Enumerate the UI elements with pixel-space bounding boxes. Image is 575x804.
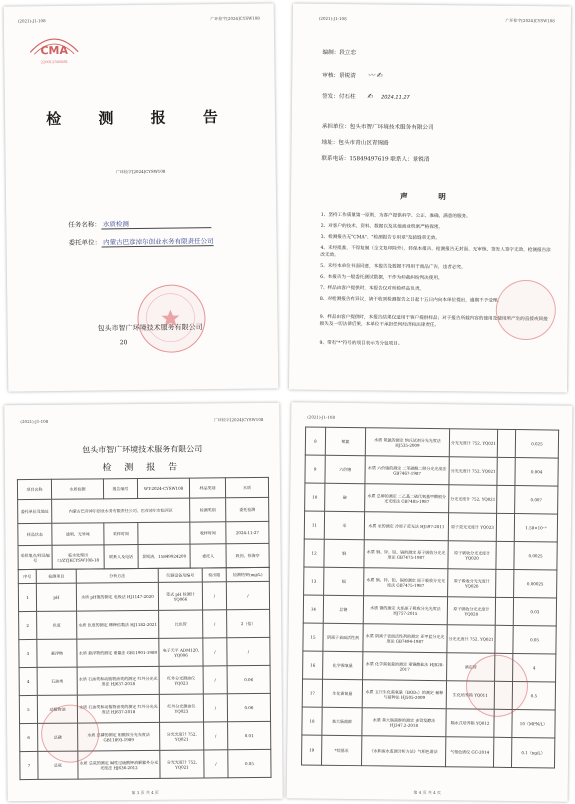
decl-doc-number: (2021)-J1-108	[318, 15, 347, 22]
row-instrument: 分光光度计 752, YQ021	[449, 485, 497, 514]
info-cell: 临水处理出口/ZYJKCYSW108-18	[52, 545, 104, 569]
address-value: 包头市青山区青锦路	[338, 140, 389, 147]
p4-page-footer: 第 4 页 共 4 页	[413, 789, 441, 796]
results-table-2	[301, 426, 559, 768]
report-cover-page	[4, 3, 279, 391]
table-row	[19, 609, 270, 639]
row-instrument: 电子天平 ADM120, YQ006	[159, 638, 203, 666]
row-item: 化学需氧量	[323, 651, 363, 679]
info-cell: 采样时间	[104, 523, 138, 545]
p3-org-name: 包头市智广环境技术服务有限公司	[82, 444, 203, 455]
row-method: 水质 石油类和动植物油类的测定 红外分光光度法 HJ637-2018	[77, 666, 159, 695]
row-item: 六价铬	[325, 455, 365, 483]
row-limit	[496, 541, 514, 569]
row-item: *烷基汞	[321, 735, 361, 765]
decl-cert-number: 广环检字[2024]CYSW108	[505, 17, 555, 24]
phone-row: 联系电话：15849497619 联系人：景锐清	[321, 155, 430, 163]
p3-page-footer: 第 3 页 共 4 页	[131, 789, 159, 796]
table-row	[304, 567, 557, 598]
row-limit: /	[203, 666, 227, 694]
row-method: 水质 粪大肠菌群的测定 多管发酵法 HJ347.2-2018	[362, 708, 446, 737]
table-row	[305, 483, 558, 514]
row-limit	[495, 625, 513, 653]
row-method: 水质 色度的测定 稀释倍数法 HJ1182-2021	[77, 610, 159, 639]
row-result: 0.1（ng/L）	[511, 738, 554, 769]
row-item: 石油类	[37, 667, 77, 695]
row-method: 水质 汞的测定 冷原子荧光法 HJ597-2011	[364, 512, 448, 541]
header-cell: 检测结果(mg/L)	[226, 567, 269, 581]
row-no: 3	[19, 639, 37, 667]
declaration-item: 9、样品由客户提供时，本报告结果仅适用于客户提供样品；对于报告所载内容的使用及使用所产生的直接或间接损失及一切法律后果，本单位不承担任何经济和法律责任。	[319, 314, 548, 329]
row-instrument: 分光光度计 752, YQ021	[160, 722, 204, 750]
row-method: 水质 总氮的测定 碱性过硫酸钾消解紫外分光光度法 HJ636-2012	[78, 750, 160, 779]
row-no: 15	[303, 623, 323, 651]
cover-date: 20	[119, 339, 128, 347]
cover-lab-name: 包头市智广环境技术服务有限公司	[97, 323, 203, 333]
declaration-title: 声 明	[400, 191, 460, 202]
info-cell: WT-2024-CYSW108	[137, 478, 189, 498]
row-instrument: 分光光度计 752, YQ021	[160, 750, 204, 778]
row-limit	[496, 513, 514, 541]
cover-cert-number: 广环检字[2024]CYSW108	[210, 15, 260, 22]
row-item: 总磷	[38, 723, 78, 751]
row-limit	[497, 485, 515, 513]
row-limit: /	[204, 722, 228, 750]
table-row	[18, 497, 269, 523]
cover-title: 检 测 报 告	[46, 107, 234, 129]
row-item: 悬浮物	[37, 639, 77, 667]
row-item: 粪大肠菌群	[322, 707, 362, 735]
row-instrument: 比色管	[159, 610, 203, 638]
row-limit	[497, 457, 515, 485]
row-instrument: 生化培养箱 YQ011	[446, 681, 494, 710]
info-cell: 水质	[225, 477, 268, 497]
row-item: pH	[36, 583, 76, 611]
row-instrument: 笔式 pH 检测计 YQ066	[158, 582, 202, 610]
row-result: 0.05	[228, 749, 271, 777]
row-no: 8	[305, 427, 325, 455]
cma-seal	[26, 30, 82, 69]
info-cell: 检测类别	[190, 498, 226, 522]
table-row	[305, 455, 558, 486]
row-instrument: 气相色谱仪 GC-2014	[445, 737, 493, 768]
row-result: 0.06	[227, 693, 270, 721]
row-item: 动植物油	[37, 695, 77, 723]
address-row	[322, 138, 389, 147]
row-method: 水质 悬浮物的测定 重量法 GB11901-1989	[77, 638, 159, 667]
row-result: 0.06	[227, 665, 270, 693]
row-limit: /	[204, 750, 228, 778]
reviewer-signature: 〰︎ ✍	[367, 71, 383, 80]
reviewer-row	[322, 70, 383, 81]
row-no: 16	[303, 651, 323, 679]
row-method: 水质 阴离子表面活性剂的测定 亚甲蓝分光光度法 GB7494-1987	[363, 624, 447, 653]
declaration-item: 2、对客户的技术、资料、数据以及其他商业机密严格保密。	[320, 223, 444, 231]
info-cell: 报告编号	[103, 479, 137, 499]
row-no: 7	[20, 751, 38, 779]
row-result: 0.5	[512, 682, 555, 711]
declaration-item: 4、未经批准，不得复制（全文复印除外），转保本报告，检测报告无封面、无审核、签发人签字无效，检测报告涂改无效。	[320, 245, 551, 259]
info-cell: 收样时间	[190, 522, 226, 544]
row-instrument: 原子吸收分光光度计 YQ020	[448, 569, 496, 598]
info-cell: 联系人及电话	[104, 545, 138, 569]
row-result: 0.025	[515, 430, 558, 459]
row-instrument: 分光光度计 752, YQ021	[449, 429, 497, 458]
row-limit	[495, 597, 513, 625]
approver-label: 签发：	[322, 93, 339, 101]
row-result: 0.01	[228, 721, 271, 749]
row-method: 水质 铜、锌、铅、镉的测定 原子吸收分光光度法 GB7475-1987	[364, 568, 448, 597]
row-item: 总铬	[323, 595, 363, 623]
row-no: 12	[304, 539, 324, 567]
declaration-item: 9、带有"*"符号的项目表示为分包项目。	[319, 340, 403, 347]
row-method: 水质 石油类和动植物油类的测定 红外分光光度法 HJ637-2018	[77, 694, 159, 723]
row-instrument: 红外分光测油仪 YQ023	[159, 694, 203, 722]
cma-seal-text: CMA	[40, 43, 69, 58]
row-item: 汞	[324, 511, 364, 539]
undertaker-value: 包头市智广环境技术服务有限公司	[349, 124, 434, 132]
header-cell: 序号	[18, 569, 36, 583]
info-cell: 委托单位及地址	[18, 499, 52, 523]
row-item: 氨氮	[325, 427, 365, 455]
info-cell: 内蒙古巴彦淖尔创业水务有限责任公司，巴彦淖尔市临河区	[52, 498, 190, 523]
row-item: 砷	[325, 483, 365, 511]
cover-doc-number: (2021)-J1-108	[17, 18, 46, 24]
approver-row	[322, 92, 410, 101]
p3-doc-number: (2021)-J1-108	[20, 418, 49, 425]
row-result: 4	[513, 654, 556, 683]
row-instrument: 原子吸收分光光度计 YQ020	[448, 541, 496, 570]
row-no: 1	[18, 583, 36, 611]
reviewer-label: 审核：	[322, 72, 340, 80]
table-row	[304, 511, 557, 542]
row-no: 17	[302, 679, 322, 707]
row-item: 总氮	[38, 751, 78, 779]
row-limit	[493, 737, 511, 767]
task-name-value: 水质检测	[101, 218, 211, 229]
row-instrument: 原子吸收分光光度计 YQ020	[447, 597, 495, 626]
p3-cert-number: 广环检字[2024]CYSW108	[213, 416, 264, 423]
info-cell: 委托人	[190, 544, 226, 568]
task-name-row	[68, 218, 211, 230]
declaration-item: 6、本报告为一般委托测试数据，不作为仲裁纠纷判决使用。	[320, 274, 443, 282]
row-no: 5	[19, 695, 37, 723]
results-page-1	[4, 403, 282, 801]
info-cell: 项目名称	[17, 479, 51, 499]
row-result: 2（倍）	[227, 609, 270, 637]
header-cell: 分析方法	[76, 568, 158, 583]
row-method: 水质 氨氮的测定 纳氏试剂分光光度法 HJ535-2009	[365, 428, 449, 457]
p3-title: 检 测 报 告	[102, 462, 183, 474]
table-row	[303, 623, 556, 654]
row-no: 9	[305, 455, 325, 483]
row-result: 0.004	[515, 458, 558, 487]
row-item: 阴离子表面活性剂	[323, 623, 363, 651]
row-instrument: 隔水式培养箱 YQ012	[446, 709, 494, 738]
declaration-item: 8、对检测报告有异议，请于收到检测报告之日起十五日内向本单位提出，逾期不予受理。	[319, 296, 503, 304]
row-method: 水质 化学需氧量的测定 重铬酸盐法 HJ828-2017	[363, 652, 447, 681]
row-no: 13	[304, 567, 324, 595]
row-limit	[496, 569, 514, 597]
table-row	[18, 543, 269, 569]
row-no: 6	[20, 723, 38, 751]
company-seal-icon	[496, 280, 557, 341]
table-row	[301, 735, 554, 768]
row-limit	[497, 429, 515, 457]
signature-date: 2024.11.27	[381, 94, 410, 101]
table-row	[303, 595, 556, 626]
sample-info-table	[17, 477, 270, 570]
row-no: 2	[19, 611, 37, 639]
address-label: 地址：	[321, 139, 339, 147]
row-method: 水质 pH值的测定 电极法 HJ1147-2020	[76, 582, 158, 611]
row-item: 铜	[324, 539, 364, 567]
cover-report-number: 广环检字[2024]CYSW108	[115, 168, 166, 175]
row-result: 0.05	[513, 626, 556, 655]
info-cell: 样品类别	[189, 478, 225, 498]
declaration-item: 3、检测报告无"CMA"、"检测报告专用章"及骑缝章无效。	[320, 234, 440, 242]
row-no: 18	[302, 707, 322, 735]
row-no: 19	[301, 735, 321, 765]
row-no: 4	[19, 667, 37, 695]
row-limit: /	[203, 694, 227, 722]
editor-row	[322, 48, 356, 56]
row-no: 11	[304, 511, 324, 539]
row-method: 水质 六价铬的测定 二苯碳酰二肼分光光度法 GB7467-1987	[365, 456, 449, 485]
table-row	[18, 581, 269, 611]
table-row	[304, 539, 557, 570]
info-cell: 透明、无异味	[52, 523, 104, 545]
row-method: 《水和废水监测分析方法》气相色谱法	[361, 736, 445, 767]
info-cell: 段剑，徐海亭	[226, 543, 269, 567]
row-limit: /	[203, 638, 227, 666]
table-row	[19, 637, 270, 667]
table-row	[302, 707, 555, 738]
info-cell: 样品状态	[18, 523, 52, 545]
company-seal-icon	[137, 284, 206, 353]
row-result: 10（MPN/L）	[512, 710, 555, 739]
info-cell: 采样地点/样品编号	[18, 545, 52, 569]
approver-value: 付石柱	[338, 94, 356, 101]
row-limit: /	[202, 582, 226, 610]
results-page-2	[287, 402, 573, 801]
company-seal-icon	[41, 704, 100, 763]
client-row	[68, 236, 213, 248]
row-instrument: 红外分光测油仪 YQ023	[159, 666, 203, 694]
row-item: 镉	[324, 567, 364, 595]
row-no: 14	[303, 595, 323, 623]
row-instrument: 滴定管	[447, 653, 495, 682]
row-instrument: 分光光度计 752, YQ021	[449, 457, 497, 486]
row-result: 0.0025	[514, 542, 557, 571]
declaration-item: 5、未经本单位书面同意，本报告及数据不得用于商品广告，违者必究。	[320, 263, 466, 271]
header-cell: 检出限	[202, 568, 226, 582]
table-row	[18, 521, 269, 545]
editor-value: 段立恋	[339, 50, 357, 57]
row-item: 色度	[37, 611, 77, 639]
row-limit: /	[203, 610, 227, 638]
client-value: 内蒙古巴彦淖尔创业水务有限责任公司	[101, 236, 214, 247]
client-label: 委托单位：	[68, 238, 102, 247]
approver-signature: ✍	[367, 92, 374, 101]
row-no: 10	[305, 483, 325, 511]
undertaker-label: 承担单位：	[321, 123, 350, 131]
table-row	[19, 665, 270, 695]
row-instrument: 分光光度计 752, YQ021	[447, 625, 495, 654]
info-cell: 委托检测	[226, 497, 269, 521]
info-cell: 景锐清，15849924209	[138, 544, 190, 568]
row-method: 水质 五日生化需氧量（BOD₅）的测定 稀释与接种法 HJ505-2009	[362, 680, 446, 709]
info-cell: 2024-11-27	[226, 521, 269, 543]
row-method: 水质 铬的测定 火焰原子吸收分光光度法 HJ757-2015	[363, 596, 447, 625]
row-result: 0.00025	[514, 570, 557, 599]
row-result: 0.03	[513, 598, 556, 627]
row-result: /	[227, 637, 270, 665]
table-row	[305, 427, 558, 458]
row-item: 生化需氧量	[322, 679, 362, 707]
header-cell: 检测项目	[36, 569, 76, 583]
row-result: /	[226, 581, 269, 609]
header-cell: 仪器设备及编号	[158, 568, 202, 582]
row-result: 1.58×10⁻⁵	[514, 514, 557, 543]
row-method: 水质 总砷的测定 二乙基二硫代氨基甲酸银分光光度法 GB7485-1987	[365, 484, 449, 513]
editor-label: 编制：	[322, 49, 340, 57]
task-name-label: 任务名称：	[68, 220, 101, 229]
p4-doc-number: (2021)-J1-108	[307, 414, 336, 420]
declaration-item: 1、坚持工作质量第一原则，为客户提供科学、公正、准确、满意的服务。	[320, 212, 471, 220]
declaration-item: 7、样品由客户提供时，本报告仅对所检样品负责。	[320, 285, 425, 292]
row-result: 0.007	[515, 486, 558, 515]
info-cell: 水质检测	[51, 479, 103, 499]
info-cell	[138, 522, 190, 544]
table-row	[17, 477, 268, 499]
row-method: 水质 总磷的测定 钼酸铵分光光度法 GB11893-1989	[78, 722, 160, 751]
declaration-page	[289, 4, 571, 393]
cma-seal-number: 220012345681	[40, 59, 69, 65]
row-instrument: 原子荧光光度计 YQ023	[448, 513, 496, 542]
undertaker-row	[322, 122, 434, 131]
row-method: 水质 铜、锌、铅、镉的测定 原子吸收分光光度法 GB7475-1987	[364, 540, 448, 569]
reviewer-value: 景锐清	[339, 73, 356, 80]
